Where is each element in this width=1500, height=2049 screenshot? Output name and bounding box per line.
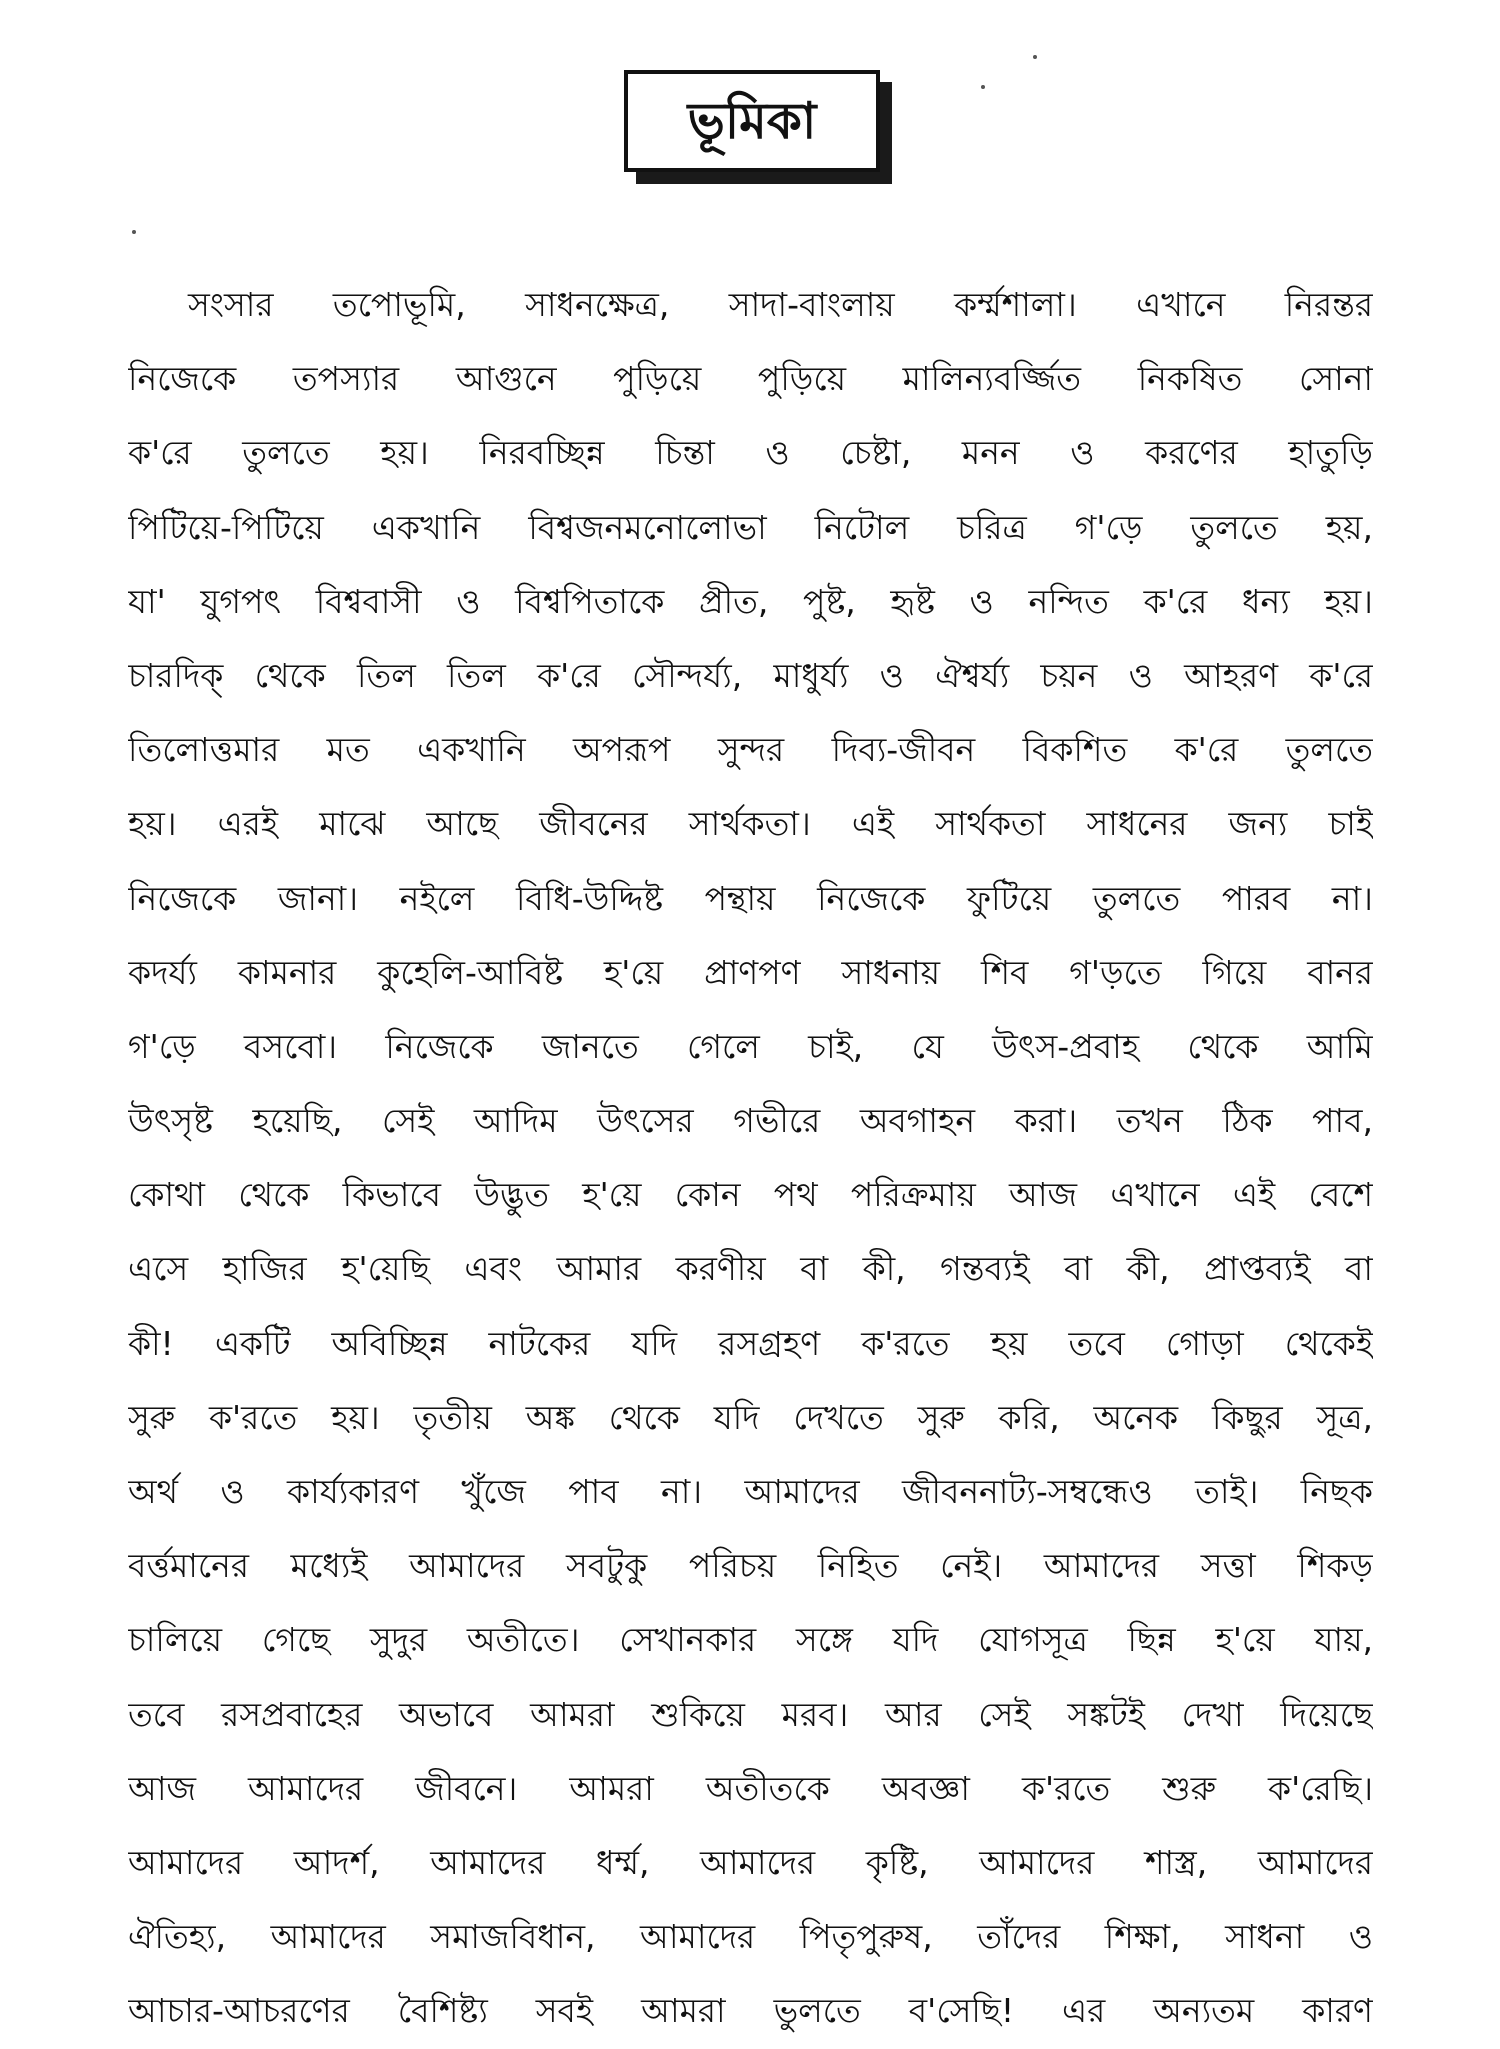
title-frame: [624, 70, 892, 184]
body-paragraph: [128, 268, 1373, 2049]
text-line: হয়। এরই মাঝে আছে জীবনের সার্থকতা। এই সার্থকতা সাধনের জন্য চাই: [128, 804, 1373, 844]
text-line: আজ আমাদের জীবনে। আমরা অতীতকে অবজ্ঞা ক'রতে শুরু ক'রেছি।: [128, 1768, 1373, 1808]
text-line: নিজেকে তপস্যার আগুনে পুড়িয়ে পুড়িয়ে মালিন্যবর্জ্জিত নিকষিত সোনা: [128, 359, 1373, 399]
speck-mark: [1033, 55, 1037, 59]
text-line: কোথা থেকে কিভাবে উদ্ভুত হ'য়ে কোন পথ পরিক্রমায় আজ এখানে এই বেশে: [128, 1175, 1373, 1215]
speck-mark: [132, 230, 136, 234]
text-line: উৎসৃষ্ট হয়েছি, সেই আদিম উৎসের গভীরে অবগাহন করা। তখন ঠিক পাব,: [128, 1101, 1373, 1141]
text-line: তবে রসপ্রবাহের অভাবে আমরা শুকিয়ে মরব। আর সেই সঙ্কটই দেখা দিয়েছে: [128, 1694, 1373, 1734]
text-line: কী! একটি অবিচ্ছিন্ন নাটকের যদি রসগ্রহণ ক'রতে হয় তবে গোড়া থেকেই: [128, 1323, 1373, 1363]
page-title: ভূমিকা: [687, 92, 817, 150]
text-line: নিজেকে জানা। নইলে বিধি-উদ্দিষ্ট পন্থায় নিজেকে ফুটিয়ে তুলতে পারব না।: [128, 878, 1373, 918]
text-line: চারদিক্ থেকে তিল তিল ক'রে সৌন্দর্য্য, মাধুর্য্য ও ঐশ্বর্য্য চয়ন ও আহরণ ক'রে: [128, 655, 1373, 695]
text-line: চালিয়ে গেছে সুদুর অতীতে। সেখানকার সঙ্গে যদি যোগসূত্র ছিন্ন হ'য়ে যায়,: [128, 1620, 1373, 1660]
text-line: ক'রে তুলতে হয়। নিরবচ্ছিন্ন চিন্তা ও চেষ্টা, মনন ও করণের হাতুড়ি: [128, 433, 1373, 473]
text-line: তিলোত্তমার মত একখানি অপরূপ সুন্দর দিব্য-জীবন বিকশিত ক'রে তুলতে: [128, 730, 1373, 770]
text-line: বর্ত্তমানের মধ্যেই আমাদের সবটুকু পরিচয় নিহিত নেই। আমাদের সত্তা শিকড়: [128, 1546, 1373, 1586]
text-line: অর্থ ও কার্য্যকারণ খুঁজে পাব না। আমাদের জীবননাট্য-সম্বন্ধেও তাই। নিছক: [128, 1472, 1373, 1511]
speck-mark: [981, 85, 985, 89]
text-line: সংসার তপোভূমি, সাধনক্ষেত্র, সাদা-বাংলায় কর্ম্মশালা। এখানে নিরন্তর: [188, 285, 1373, 324]
text-line: আমাদের আদর্শ, আমাদের ধর্ম্ম, আমাদের কৃষ্টি, আমাদের শাস্ত্র, আমাদের: [128, 1842, 1373, 1882]
text-line: ঐতিহ্য, আমাদের সমাজবিধান, আমাদের পিতৃপুরুষ, তাঁদের শিক্ষা, সাধনা ও: [128, 1917, 1373, 1957]
text-line: এসে হাজির হ'য়েছি এবং আমার করণীয় বা কী, গন্তব্যই বা কী, প্রাপ্তব্যই বা: [128, 1249, 1373, 1289]
text-line: সুরু ক'রতে হয়। তৃতীয় অঙ্ক থেকে যদি দেখতে সুরু করি, অনেক কিছুর সূত্র,: [128, 1397, 1373, 1437]
text-line: আচার-আচরণের বৈশিষ্ট্য সবই আমরা ভুলতে ব'সেছি! এর অন্যতম কারণ: [128, 1991, 1373, 2031]
text-line: কদর্য্য কামনার কুহেলি-আবিষ্ট হ'য়ে প্রাণপণ সাধনায় শিব গ'ড়তে গিয়ে বানর: [128, 952, 1373, 992]
text-line: গ'ড়ে বসবো। নিজেকে জানতে গেলে চাই, যে উৎস-প্রবাহ থেকে আমি: [128, 1026, 1373, 1066]
text-line: পিটিয়ে-পিটিয়ে একখানি বিশ্বজনমনোলোভা নিটোল চরিত্র গ'ড়ে তুলতে হয়,: [128, 507, 1373, 547]
text-line: যা' যুগপৎ বিশ্ববাসী ও বিশ্বপিতাকে প্রীত, পুষ্ট, হৃষ্ট ও নন্দিত ক'রে ধন্য হয়।: [128, 581, 1373, 621]
title-box: [624, 70, 880, 172]
